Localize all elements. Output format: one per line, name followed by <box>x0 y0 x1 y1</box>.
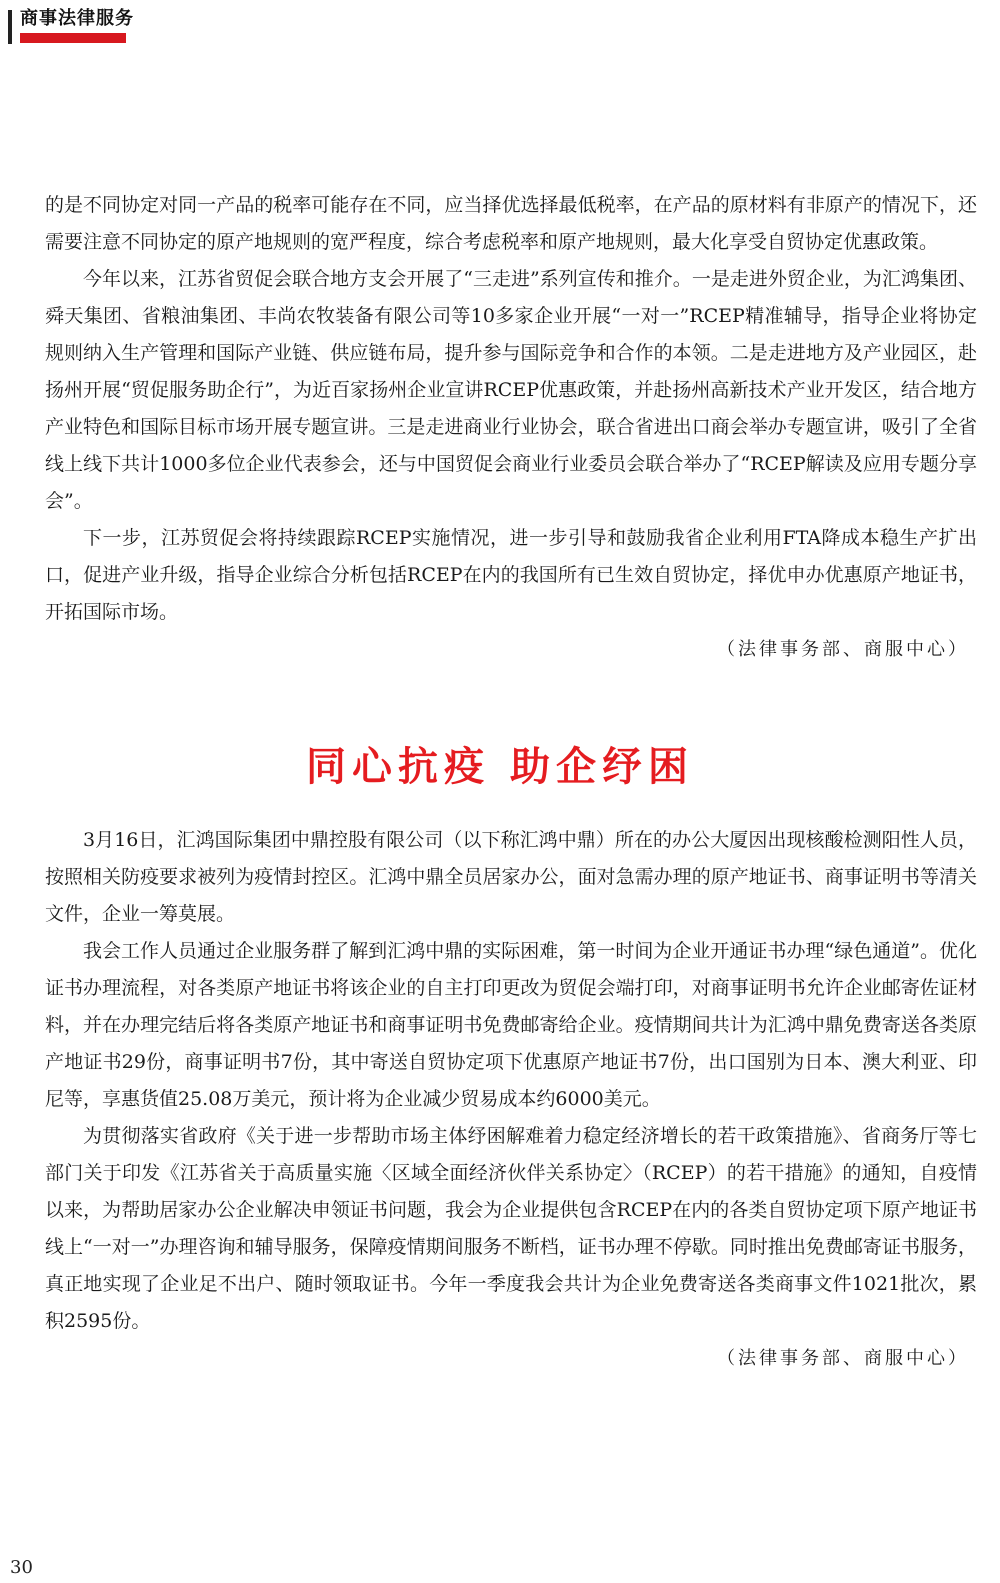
paragraph: 我会工作人员通过企业服务群了解到汇鸿中鼎的实际困难，第一时间为企业开通证书办理“绿色通道”。优化证书办理流程，对各类原产地证书将该企业的自主打印更改为贸促会端打印，对商事证明书允许企业邮寄佐证材料，并在办理完结后将各类原产地证书和商事证明书免费邮寄给企业。疫情期间共计为汇鸿中鼎免费寄送各类原产地证书29份，商事证明书7份，其中寄送自贸协定项下优惠原产地证书7份，出口国别为日本、澳大利亚、印尼等，享惠货值25.08万美元，预计将为企业减少贸易成本约6000美元。 <box>45 940 977 1110</box>
paragraph: 今年以来，江苏省贸促会联合地方支会开展了“三走进”系列宣传和推介。一是走进外贸企业，为汇鸿集团、舜天集团、省粮油集团、丰尚农牧装备有限公司等10多家企业开展“一对一”RCEP精准辅导，指导企业将协定规则纳入生产管理和国际产业链、供应链布局，提升参与国际竞争和合作的本领。二是走进地方及产业园区，赴扬州开展“贸促服务助企行”，为近百家扬州企业宣讲RCEP优惠政策，并赴扬州高新技术产业开发区，结合地方产业特色和国际目标市场开展专题宣讲。三是走进商业行业协会，联合省进出口商会举办专题宣讲，吸引了全省线上线下共计1000多位企业代表参会，还与中国贸促会商业行业委员会联合举办了“RCEP解读及应用专题分享会”。 <box>45 268 977 512</box>
section-title: 商事法律服务 <box>20 8 134 29</box>
paragraph: 的是不同协定对同一产品的税率可能存在不同，应当择优选择最低税率，在产品的原材料有非原产的情况下，还需要注意不同协定的原产地规则的宽严程度，综合考虑税率和原产地规则，最大化享受自贸协定优惠政策。 <box>45 194 977 253</box>
paragraph: 3月16日，汇鸿国际集团中鼎控股有限公司（以下称汇鸿中鼎）所在的办公大厦因出现核酸检测阳性人员，按照相关防疫要求被列为疫情封控区。汇鸿中鼎全员居家办公，面对急需办理的原产地证书、商事证明书等清关文件，企业一筹莫展。 <box>45 829 977 925</box>
article-body <box>45 822 977 1377</box>
header-red-rule <box>20 33 126 43</box>
article-title: 同心抗疫 助企纾困 <box>306 744 694 790</box>
header-accent-bar <box>8 10 12 44</box>
page-header <box>0 0 1000 50</box>
article-continuation <box>45 187 977 668</box>
source-attribution: （法律事务部、商服中心） <box>717 1348 969 1369</box>
paragraph: 为贯彻落实省政府《关于进一步帮助市场主体纾困解难着力稳定经济增长的若干政策措施》、省商务厅等七部门关于印发《江苏省关于高质量实施〈区域全面经济伙伴关系协定〉（RCEP）的若干措施》的通知，自疫情以来，为帮助居家办公企业解决申领证书问题，我会为企业提供包含RCEP在内的各类自贸协定项下原产地证书线上“一对一”办理咨询和辅导服务，保障疫情期间服务不断档，证书办理不停歇。同时推出免费邮寄证书服务，真正地实现了企业足不出户、随时领取证书。今年一季度我会共计为企业免费寄送各类商事文件1021批次，累积2595份。 <box>45 1125 977 1332</box>
paragraph: 下一步，江苏贸促会将持续跟踪RCEP实施情况，进一步引导和鼓励我省企业利用FTA降成本稳生产扩出口，促进产业升级，指导企业综合分析包括RCEP在内的我国所有已生效自贸协定，择优申办优惠原产地证书，开拓国际市场。 <box>45 527 977 623</box>
source-attribution: （法律事务部、商服中心） <box>717 639 969 660</box>
page-number: 30 <box>10 1557 33 1578</box>
